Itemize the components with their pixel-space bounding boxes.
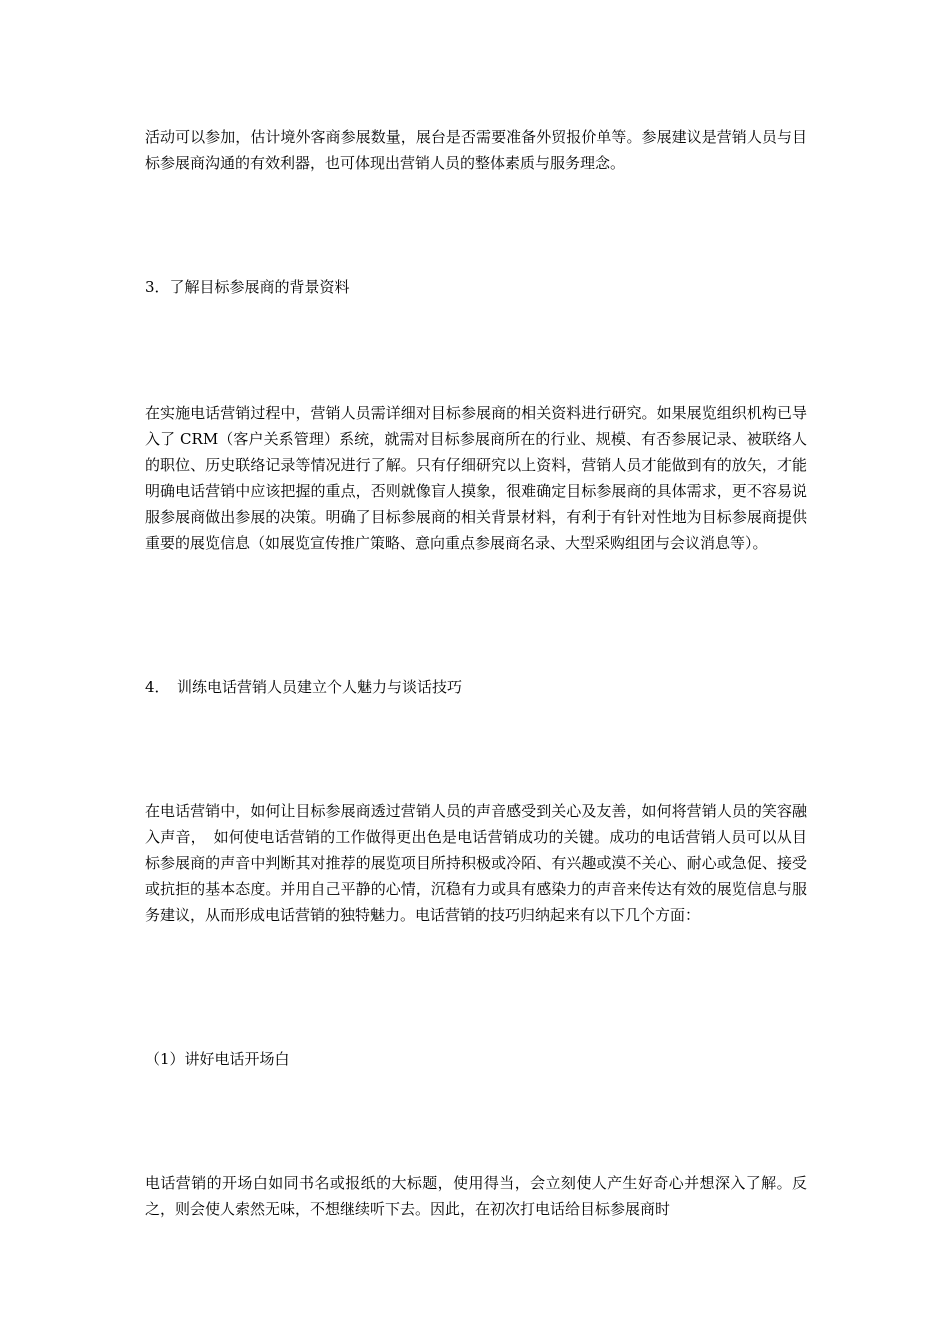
section-heading-4: 4． 训练电话营销人员建立个人魅力与谈话技巧 bbox=[145, 678, 463, 696]
subsection-heading-1: （1）讲好电话开场白 bbox=[145, 1050, 290, 1068]
paragraph-background-research: 在实施电话营销过程中，营销人员需详细对目标参展商的相关资料进行研究。如果展览组织机构已导入了 CRM（客户关系管理）系统，就需对目标参展商所在的行业、规模、有否参展记录、被联络人的职位、历史联络记录等情况进行了解。只有仔细研究以上资料，营销人员才能做到有的放矢，才能明确电话营销中应该把握的重点，否则就像盲人摸象，很难确定目标参展商的具体需求，更不容易说服参展商做出参展的决策。明确了目标参展商的相关背景材料，有利于有针对性地为目标参展商提供重要的展览信息（如展览宣传推广策略、意向重点参展商名录、大型采购组团与会议消息等）。 bbox=[145, 404, 807, 552]
section-heading-3: 3．了解目标参展商的背景资料 bbox=[145, 278, 350, 296]
paragraph-personal-charm: 在电话营销中，如何让目标参展商透过营销人员的声音感受到关心及友善，如何将营销人员的笑容融入声音， 如何使电话营销的工作做得更出色是电话营销成功的关键。成功的电话营销人员可以从目标参展商的声音中判断其对推荐的展览项目所持积极或冷陌、有兴趣或漠不关心、耐心或急促、接受或抗拒的基本态度。并用自己平静的心情，沉稳有力或具有感染力的声音来传达有效的展览信息与服务建议，从而形成电话营销的独特魅力。电话营销的技巧归纳起来有以下几个方面： bbox=[145, 802, 807, 924]
paragraph-opening-remarks: 电话营销的开场白如同书名或报纸的大标题，使用得当，会立刻使人产生好奇心并想深入了解。反之，则会使人索然无味，不想继续听下去。因此，在初次打电话给目标参展商时 bbox=[145, 1174, 807, 1218]
paragraph-exhibitor-suggestions: 活动可以参加，估计境外客商参展数量，展台是否需要准备外贸报价单等。参展建议是营销人员与目标参展商沟通的有效利器，也可体现出营销人员的整体素质与服务理念。 bbox=[145, 128, 807, 172]
